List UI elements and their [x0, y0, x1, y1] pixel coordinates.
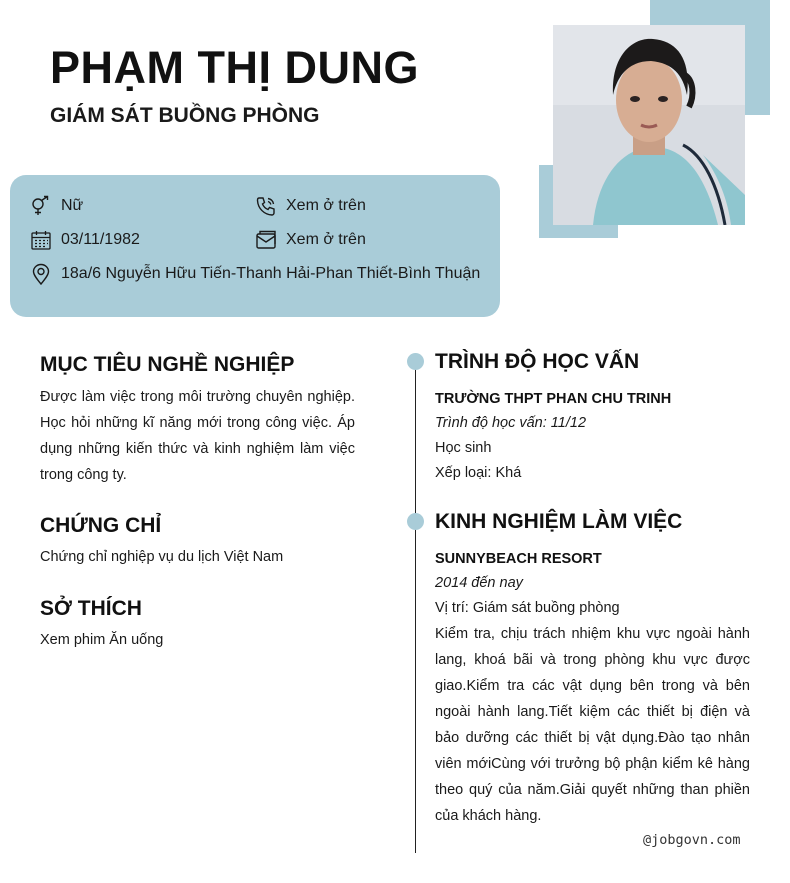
experience-title: KINH NGHIỆM LÀM VIỆC: [435, 510, 683, 533]
experience-period: 2014 đến nay: [435, 575, 523, 591]
address-value: 18a/6 Nguyễn Hữu Tiến-Thanh Hải-Phan Thiết-Bình Thuận: [61, 265, 481, 282]
footer-website: @jobgovn.com: [643, 832, 741, 848]
profile-photo: [553, 25, 745, 225]
education-role: Học sinh: [435, 440, 492, 456]
candidate-name: PHẠM THỊ DUNG: [50, 42, 419, 93]
education-grade: Xếp loại: Khá: [435, 465, 522, 481]
experience-description: Kiểm tra, chịu trách nhiệm khu vực ngoài hành lang, khoá bãi và trong phòng khu vực được giao.Kiểm tra các vật dụng bên trong và bên ngoài hành lang.Tiết kiệm các thiết bị điện và bảo dưỡng các thiết bị vật dụng.Đào tạo nhân viên mớiCùng với trưởng bộ phận kiểm kê hàng theo quý của năm.Giải quyết những than phiền của khách hàng.: [435, 626, 750, 824]
timeline-dot-education: [407, 353, 424, 370]
email-row: [255, 229, 366, 251]
gender-row: [30, 195, 83, 217]
objective-title: MỤC TIÊU NGHỀ NGHIỆP: [40, 353, 295, 376]
hobbies-text: Xem phim Ăn uống: [40, 632, 164, 648]
gender-icon: [30, 195, 52, 217]
objective-text: Được làm việc trong môi trường chuyên nghiệp. Học hỏi những kĩ năng mới trong công việc. Áp dụng những kiến thức và kinh nghiệm làm việc trong công ty.: [40, 389, 355, 483]
gender-value: Nữ: [61, 197, 84, 214]
education-level: Trình độ học vấn: 11/12: [435, 415, 587, 431]
birthdate-row: [30, 229, 140, 251]
certificates-title: CHỨNG CHỈ: [40, 514, 162, 537]
education-title: TRÌNH ĐỘ HỌC VẤN: [435, 350, 640, 373]
mail-icon: [255, 229, 277, 251]
contact-info-box: [10, 175, 500, 317]
experience-position: Vị trí: Giám sát buồng phòng: [435, 600, 620, 616]
timeline-line: [415, 362, 416, 853]
phone-icon: [255, 195, 277, 217]
experience-company: SUNNYBEACH RESORT: [435, 551, 602, 567]
location-pin-icon: [30, 263, 52, 285]
phone-row: [255, 195, 366, 217]
phone-value: Xem ở trên: [286, 197, 366, 214]
address-row: [30, 263, 480, 285]
timeline-dot-experience: [407, 513, 424, 530]
calendar-icon: [30, 229, 52, 251]
job-title: GIÁM SÁT BUỒNG PHÒNG: [50, 104, 320, 127]
email-value: Xem ở trên: [286, 231, 366, 248]
certificates-text: Chứng chỉ nghiệp vụ du lịch Việt Nam: [40, 549, 284, 565]
hobbies-title: SỞ THÍCH: [40, 597, 142, 620]
education-school: TRƯỜNG THPT PHAN CHU TRINH: [435, 391, 672, 407]
birthdate-value: 03/11/1982: [61, 231, 140, 248]
